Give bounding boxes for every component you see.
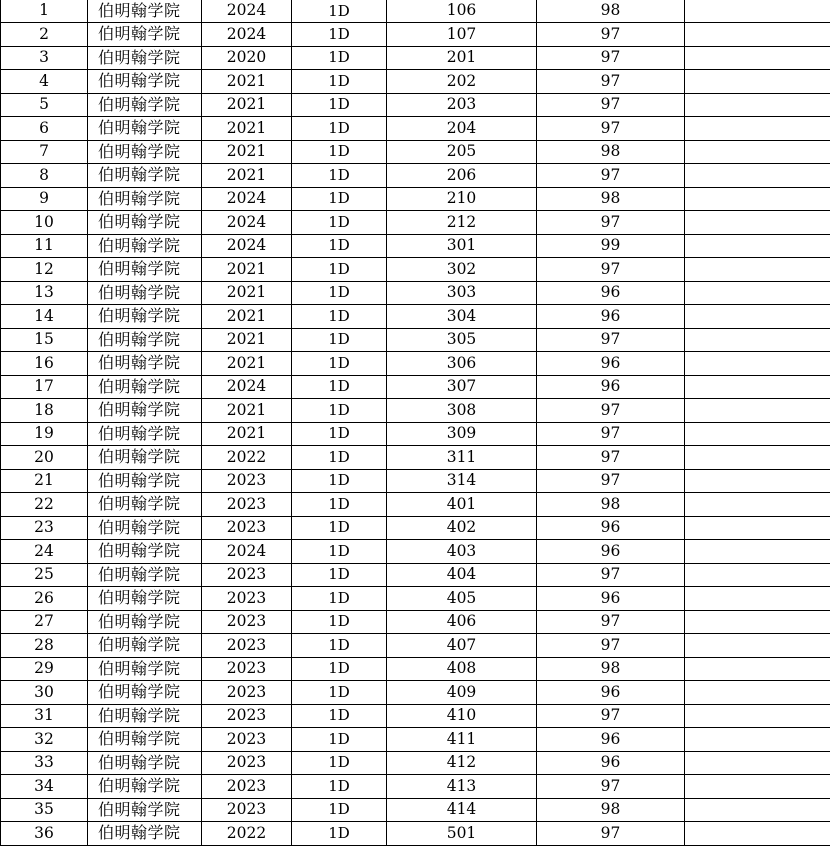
cell-blank [685,352,830,376]
cell-school: 伯明翰学院 [88,70,202,94]
cell-blank [685,46,830,70]
cell-year: 2024 [202,23,292,47]
cell-year: 2024 [202,234,292,258]
cell-no: 26 [1,587,88,611]
cell-blank [685,728,830,752]
cell-score: 97 [537,822,685,846]
table-row [1,610,830,634]
table-row [1,70,830,94]
cell-year: 2021 [202,352,292,376]
cell-score: 96 [537,352,685,376]
cell-blank [685,422,830,446]
cell-room: 414 [387,798,537,822]
cell-type: 1D [292,493,387,517]
cell-no: 10 [1,211,88,235]
cell-school: 伯明翰学院 [88,446,202,470]
cell-score: 97 [537,399,685,423]
cell-school: 伯明翰学院 [88,751,202,775]
cell-blank [685,140,830,164]
cell-no: 4 [1,70,88,94]
cell-blank [685,446,830,470]
cell-year: 2023 [202,657,292,681]
cell-school: 伯明翰学院 [88,281,202,305]
cell-score: 96 [537,305,685,329]
table-body [1,0,830,845]
cell-no: 18 [1,399,88,423]
cell-year: 2024 [202,540,292,564]
cell-type: 1D [292,728,387,752]
cell-room: 501 [387,822,537,846]
cell-score: 98 [537,657,685,681]
cell-score: 98 [537,140,685,164]
cell-year: 2023 [202,681,292,705]
cell-no: 22 [1,493,88,517]
cell-type: 1D [292,117,387,141]
cell-school: 伯明翰学院 [88,399,202,423]
cell-room: 314 [387,469,537,493]
cell-no: 23 [1,516,88,540]
cell-score: 98 [537,493,685,517]
cell-blank [685,775,830,799]
table-row [1,446,830,470]
cell-score: 97 [537,46,685,70]
cell-year: 2023 [202,775,292,799]
table-row [1,540,830,564]
table-row [1,822,830,846]
table-row [1,352,830,376]
cell-year: 2024 [202,211,292,235]
cell-type: 1D [292,375,387,399]
cell-type: 1D [292,751,387,775]
cell-score: 97 [537,164,685,188]
cell-score: 97 [537,704,685,728]
cell-score: 97 [537,328,685,352]
cell-blank [685,211,830,235]
cell-type: 1D [292,399,387,423]
cell-blank [685,328,830,352]
cell-school: 伯明翰学院 [88,493,202,517]
cell-blank [685,164,830,188]
cell-blank [685,469,830,493]
table-row [1,681,830,705]
table-row [1,187,830,211]
table-row [1,328,830,352]
cell-no: 8 [1,164,88,188]
cell-blank [685,822,830,846]
cell-blank [685,305,830,329]
cell-school: 伯明翰学院 [88,610,202,634]
cell-school: 伯明翰学院 [88,422,202,446]
cell-year: 2023 [202,798,292,822]
cell-score: 96 [537,728,685,752]
cell-no: 31 [1,704,88,728]
cell-no: 3 [1,46,88,70]
cell-year: 2021 [202,281,292,305]
cell-year: 2023 [202,728,292,752]
cell-year: 2021 [202,140,292,164]
cell-score: 96 [537,516,685,540]
cell-room: 307 [387,375,537,399]
cell-school: 伯明翰学院 [88,563,202,587]
cell-blank [685,681,830,705]
cell-type: 1D [292,422,387,446]
cell-blank [685,70,830,94]
table-row [1,493,830,517]
cell-blank [685,258,830,282]
cell-score: 97 [537,634,685,658]
cell-school: 伯明翰学院 [88,23,202,47]
cell-type: 1D [292,352,387,376]
cell-blank [685,493,830,517]
cell-room: 107 [387,23,537,47]
cell-no: 5 [1,93,88,117]
cell-school: 伯明翰学院 [88,681,202,705]
cell-no: 17 [1,375,88,399]
cell-school: 伯明翰学院 [88,704,202,728]
cell-school: 伯明翰学院 [88,187,202,211]
cell-year: 2023 [202,493,292,517]
cell-room: 302 [387,258,537,282]
cell-no: 6 [1,117,88,141]
cell-school: 伯明翰学院 [88,258,202,282]
cell-type: 1D [292,281,387,305]
cell-no: 16 [1,352,88,376]
cell-type: 1D [292,563,387,587]
cell-no: 35 [1,798,88,822]
cell-no: 24 [1,540,88,564]
table-row [1,634,830,658]
cell-blank [685,0,830,23]
table-row [1,234,830,258]
cell-type: 1D [292,704,387,728]
cell-no: 19 [1,422,88,446]
table-row [1,305,830,329]
cell-room: 411 [387,728,537,752]
cell-room: 201 [387,46,537,70]
cell-type: 1D [292,587,387,611]
table-row [1,399,830,423]
cell-no: 13 [1,281,88,305]
cell-blank [685,399,830,423]
cell-score: 97 [537,422,685,446]
cell-school: 伯明翰学院 [88,587,202,611]
cell-type: 1D [292,258,387,282]
cell-no: 28 [1,634,88,658]
table-row [1,281,830,305]
cell-year: 2021 [202,70,292,94]
cell-score: 99 [537,234,685,258]
cell-year: 2021 [202,328,292,352]
cell-type: 1D [292,610,387,634]
table-row [1,728,830,752]
cell-school: 伯明翰学院 [88,140,202,164]
cell-type: 1D [292,140,387,164]
cell-school: 伯明翰学院 [88,0,202,23]
cell-year: 2024 [202,0,292,23]
table-row [1,469,830,493]
cell-score: 97 [537,775,685,799]
cell-no: 33 [1,751,88,775]
cell-type: 1D [292,0,387,23]
cell-school: 伯明翰学院 [88,234,202,258]
cell-room: 402 [387,516,537,540]
cell-score: 96 [537,540,685,564]
cell-room: 412 [387,751,537,775]
cell-room: 301 [387,234,537,258]
cell-room: 311 [387,446,537,470]
cell-school: 伯明翰学院 [88,516,202,540]
cell-blank [685,117,830,141]
cell-room: 401 [387,493,537,517]
cell-score: 98 [537,187,685,211]
cell-year: 2024 [202,187,292,211]
cell-room: 406 [387,610,537,634]
cell-room: 409 [387,681,537,705]
cell-year: 2021 [202,117,292,141]
cell-type: 1D [292,540,387,564]
cell-no: 27 [1,610,88,634]
cell-type: 1D [292,657,387,681]
cell-type: 1D [292,822,387,846]
cell-type: 1D [292,446,387,470]
cell-school: 伯明翰学院 [88,469,202,493]
cell-score: 97 [537,610,685,634]
cell-room: 206 [387,164,537,188]
cell-year: 2024 [202,375,292,399]
cell-score: 97 [537,70,685,94]
cell-school: 伯明翰学院 [88,634,202,658]
cell-no: 20 [1,446,88,470]
cell-room: 304 [387,305,537,329]
table-row [1,164,830,188]
table-row [1,657,830,681]
table-row [1,140,830,164]
cell-blank [685,375,830,399]
cell-type: 1D [292,93,387,117]
cell-score: 97 [537,117,685,141]
cell-no: 36 [1,822,88,846]
cell-year: 2023 [202,610,292,634]
cell-type: 1D [292,516,387,540]
cell-school: 伯明翰学院 [88,46,202,70]
table-row [1,775,830,799]
cell-score: 97 [537,258,685,282]
cell-blank [685,751,830,775]
cell-type: 1D [292,305,387,329]
cell-type: 1D [292,46,387,70]
cell-blank [685,281,830,305]
cell-year: 2023 [202,634,292,658]
cell-type: 1D [292,798,387,822]
cell-year: 2021 [202,399,292,423]
cell-type: 1D [292,70,387,94]
cell-no: 15 [1,328,88,352]
cell-no: 11 [1,234,88,258]
cell-school: 伯明翰学院 [88,328,202,352]
cell-score: 96 [537,375,685,399]
cell-score: 96 [537,587,685,611]
cell-no: 34 [1,775,88,799]
cell-year: 2021 [202,93,292,117]
cell-year: 2021 [202,164,292,188]
cell-blank [685,563,830,587]
cell-room: 306 [387,352,537,376]
cell-school: 伯明翰学院 [88,657,202,681]
cell-type: 1D [292,775,387,799]
cell-room: 305 [387,328,537,352]
cell-room: 403 [387,540,537,564]
cell-blank [685,704,830,728]
cell-no: 7 [1,140,88,164]
cell-room: 210 [387,187,537,211]
cell-no: 29 [1,657,88,681]
cell-room: 407 [387,634,537,658]
table-row [1,93,830,117]
cell-score: 97 [537,469,685,493]
table-row [1,23,830,47]
cell-score: 97 [537,563,685,587]
cell-room: 410 [387,704,537,728]
cell-blank [685,540,830,564]
cell-year: 2022 [202,822,292,846]
cell-year: 2021 [202,258,292,282]
cell-room: 308 [387,399,537,423]
cell-blank [685,657,830,681]
cell-score: 97 [537,211,685,235]
cell-score: 98 [537,0,685,23]
cell-no: 21 [1,469,88,493]
cell-score: 97 [537,23,685,47]
cell-room: 405 [387,587,537,611]
table-row [1,375,830,399]
cell-type: 1D [292,234,387,258]
table-row [1,46,830,70]
table-row [1,258,830,282]
cell-room: 413 [387,775,537,799]
cell-score: 96 [537,751,685,775]
cell-type: 1D [292,187,387,211]
table-row [1,798,830,822]
cell-year: 2020 [202,46,292,70]
cell-blank [685,610,830,634]
cell-school: 伯明翰学院 [88,211,202,235]
table-row [1,0,830,23]
cell-no: 1 [1,0,88,23]
cell-school: 伯明翰学院 [88,352,202,376]
cell-score: 96 [537,681,685,705]
cell-room: 106 [387,0,537,23]
cell-blank [685,187,830,211]
cell-school: 伯明翰学院 [88,93,202,117]
cell-school: 伯明翰学院 [88,117,202,141]
cell-year: 2023 [202,587,292,611]
table-row [1,211,830,235]
cell-blank [685,634,830,658]
cell-school: 伯明翰学院 [88,375,202,399]
cell-no: 9 [1,187,88,211]
cell-room: 202 [387,70,537,94]
cell-type: 1D [292,211,387,235]
cell-no: 32 [1,728,88,752]
cell-score: 97 [537,93,685,117]
cell-score: 96 [537,281,685,305]
cell-school: 伯明翰学院 [88,775,202,799]
cell-blank [685,234,830,258]
cell-school: 伯明翰学院 [88,798,202,822]
cell-type: 1D [292,634,387,658]
cell-room: 204 [387,117,537,141]
cell-type: 1D [292,23,387,47]
cell-year: 2023 [202,516,292,540]
cell-blank [685,516,830,540]
cell-year: 2021 [202,422,292,446]
cell-room: 205 [387,140,537,164]
cell-blank [685,798,830,822]
cell-year: 2023 [202,469,292,493]
cell-year: 2023 [202,563,292,587]
cell-no: 12 [1,258,88,282]
cell-score: 98 [537,798,685,822]
cell-no: 14 [1,305,88,329]
cell-year: 2023 [202,751,292,775]
cell-school: 伯明翰学院 [88,822,202,846]
cell-type: 1D [292,328,387,352]
cell-year: 2021 [202,305,292,329]
table-row [1,516,830,540]
cell-room: 203 [387,93,537,117]
table-row [1,704,830,728]
table-row [1,587,830,611]
cell-type: 1D [292,469,387,493]
table-row [1,751,830,775]
cell-room: 408 [387,657,537,681]
cell-room: 309 [387,422,537,446]
cell-room: 404 [387,563,537,587]
cell-school: 伯明翰学院 [88,728,202,752]
cell-no: 30 [1,681,88,705]
table-row [1,422,830,446]
cell-type: 1D [292,164,387,188]
cell-room: 303 [387,281,537,305]
cell-room: 212 [387,211,537,235]
cell-year: 2022 [202,446,292,470]
cell-blank [685,23,830,47]
cell-no: 2 [1,23,88,47]
cell-no: 25 [1,563,88,587]
cell-year: 2023 [202,704,292,728]
cell-type: 1D [292,681,387,705]
cell-school: 伯明翰学院 [88,305,202,329]
cell-blank [685,93,830,117]
cell-school: 伯明翰学院 [88,540,202,564]
table-row [1,117,830,141]
table-row [1,563,830,587]
cell-blank [685,587,830,611]
cell-score: 97 [537,446,685,470]
cell-school: 伯明翰学院 [88,164,202,188]
